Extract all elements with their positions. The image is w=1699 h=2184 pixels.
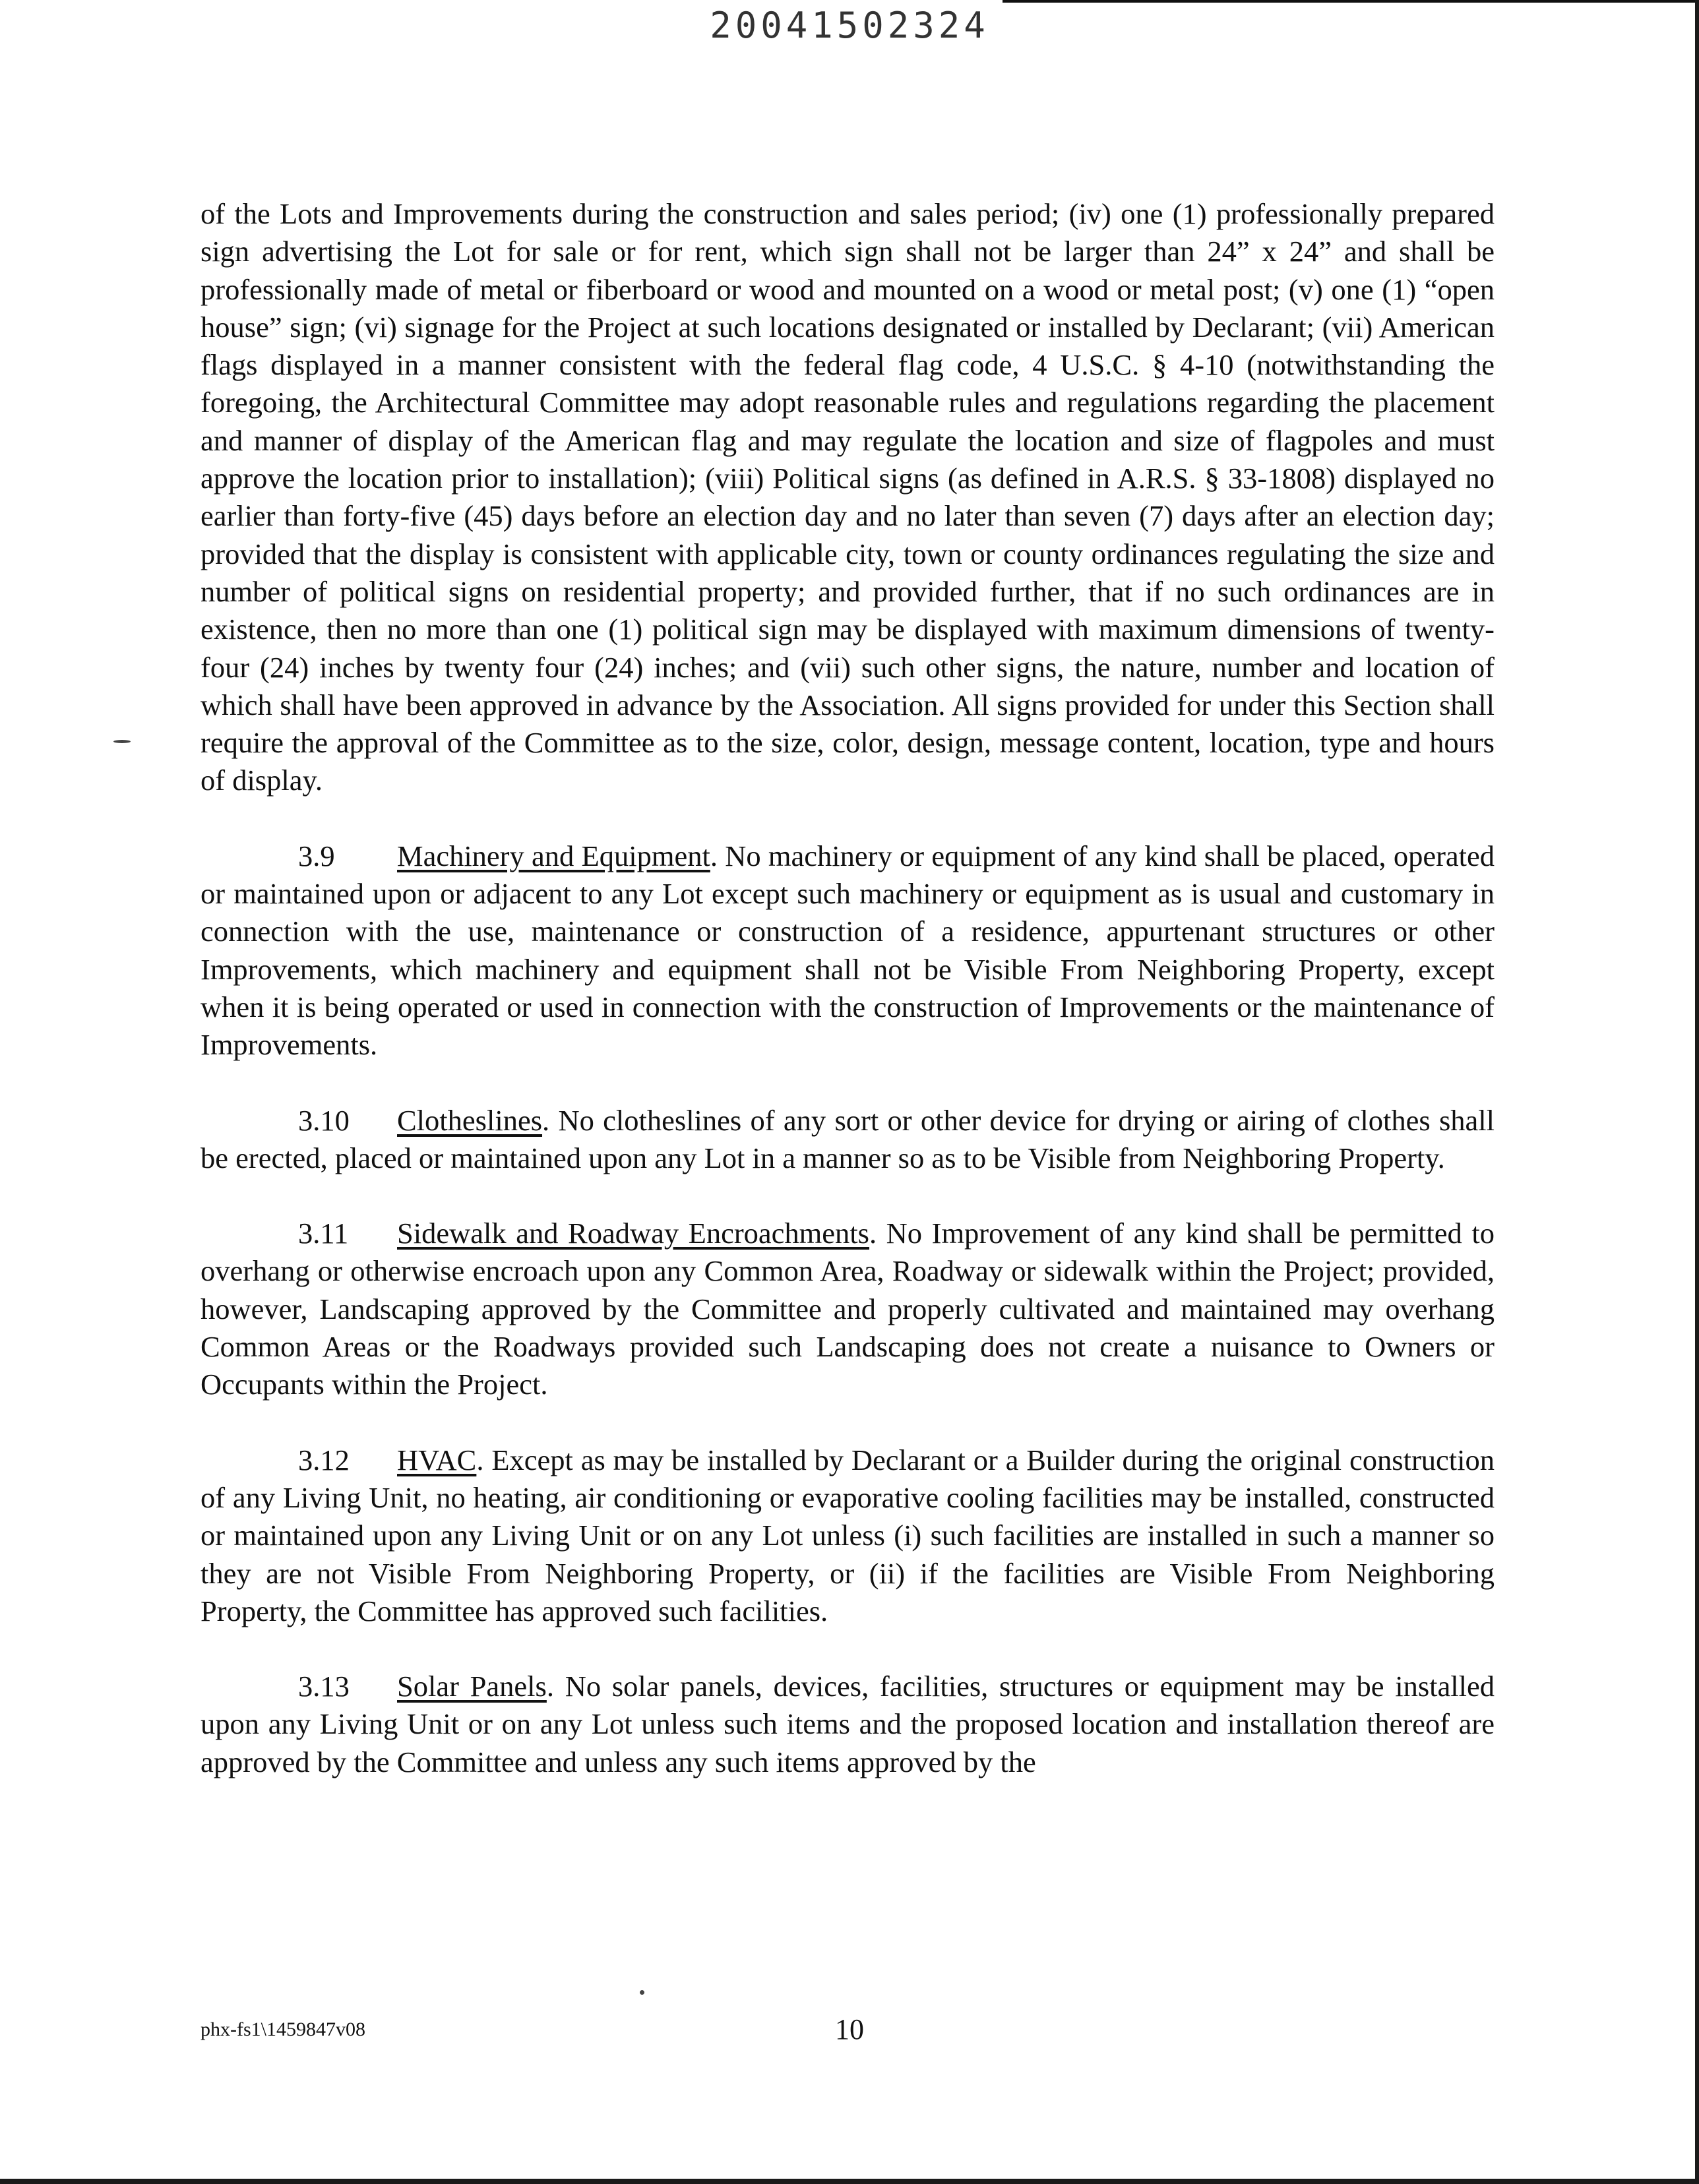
section-heading: Machinery and Equipment <box>397 839 710 872</box>
section-3-10 <box>201 1102 1495 1178</box>
section-heading: HVAC <box>397 1443 477 1476</box>
section-text: . No solar panels, devices, facilities, structures or equipment may be installed upon any Living Unit or on any Lot unless such items and the proposed location and installation thereof are approved by the Committee and unless any such items approved by the <box>201 1670 1495 1778</box>
scan-speck <box>640 1990 644 1995</box>
section-number: 3.12 <box>298 1443 350 1476</box>
page-number: 10 <box>835 2013 864 2046</box>
section-heading: Solar Panels <box>397 1670 547 1703</box>
scan-speck <box>113 740 131 743</box>
document-body <box>201 195 1495 1819</box>
section-number: 3.10 <box>298 1103 350 1137</box>
section-text: . No machinery or equipment of any kind shall be placed, operated or maintained upon or adjacent to any Lot except such machinery or equipment as is usual and customary in connection with the use, maintenance or construction of a residence, appurtenant structures or other Improvements, which machinery and equipment shall not be Visible From Neighboring Property, except when it is being operated or used in connection with the construction of Improvements or the maintenance of Improvements. <box>201 839 1495 1062</box>
continuation-paragraph: of the Lots and Improvements during the construction and sales period; (iv) one (1) professionally prepared sign advertising the Lot for sale or for rent, which sign shall not be larger than 24” x 24” and shall be professionally made of metal or fiberboard or wood and mounted on a wood or metal post; (v) one (1) “open house” sign; (vi) signage for the Project at such locations designated or installed by Declarant; (vii) American flags displayed in a manner consistent with the federal flag code, 4 U.S.C. § 4-10 (notwithstanding the foregoing, the Architectural Committee may adopt reasonable rules and regulations regarding the placement and manner of display of the American flag and may regulate the location and size of flagpoles and must approve the location prior to installation); (viii) Political signs (as defined in A.R.S. § 33-1808) displayed no earlier than forty-five (45) days before an election day and no later than seven (7) days after an election day; provided that the display is consistent with applicable city, town or county ordinances regulating the size and number of political signs on residential property; and provided further, that if no such ordinances are in existence, then no more than one (1) political sign may be displayed with maximum dimensions of twenty-four (24) inches by twenty four (24) inches; and (vii) such other signs, the nature, number and location of which shall have been approved in advance by the Association. All signs provided for under this Section shall require the approval of the Committee as to the size, color, design, message content, location, type and hours of display. <box>201 197 1495 797</box>
recording-number: 20041502324 <box>710 5 989 46</box>
document-file-code: phx-fs1\1459847v08 <box>201 2018 365 2040</box>
section-number: 3.9 <box>298 839 335 872</box>
section-heading: Sidewalk and Roadway Encroachments <box>397 1217 869 1250</box>
section-text: . No clotheslines of any sort or other device for drying or airing of clothes shall be erected, placed or maintained upon any Lot in a manner so as to be Visible from Neighboring Property. <box>201 1103 1495 1174</box>
section-3-11 <box>201 1215 1495 1403</box>
section-3-12 <box>201 1441 1495 1630</box>
section-3-13 <box>201 1668 1495 1781</box>
section-3-9 <box>201 837 1495 1064</box>
section-text: . No Improvement of any kind shall be permitted to overhang or otherwise encroach upon any Common Area, Roadway or sidewalk within the Project; provided, however, Landscaping approved by the Committee and properly cultivated and maintained may overhang Common Areas or the Roadways provided such Landscaping does not create a nuisance to Owners or Occupants within the Project. <box>201 1217 1495 1401</box>
section-text: . Except as may be installed by Declarant or a Builder during the original construction of any Living Unit, no heating, air conditioning or evaporative cooling facilities may be installed, constructed or maintained upon any Living Unit or on any Lot unless (i) such facilities are installed in such a manner so they are not Visible From Neighboring Property, or (ii) if the facilities are Visible From Neighboring Property, the Committee has approved such facilities. <box>201 1443 1495 1627</box>
section-heading: Clotheslines <box>397 1103 543 1137</box>
scan-border-bottom <box>0 2179 1699 2184</box>
scan-border-right <box>1695 0 1699 2184</box>
section-number: 3.13 <box>298 1670 350 1703</box>
section-number: 3.11 <box>298 1217 349 1250</box>
